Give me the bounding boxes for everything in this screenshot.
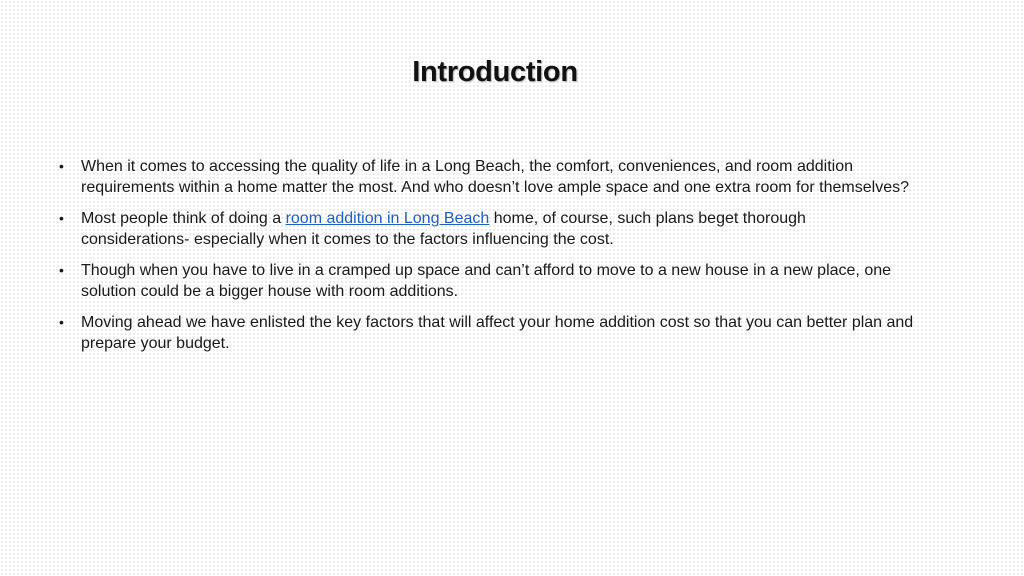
bullet-text: Moving ahead we have enlisted the key factors that will affect your home addition cost so that you can better plan and prepare your budget. [81, 314, 914, 352]
room-addition-link[interactable]: room addition in Long Beach [285, 210, 490, 227]
bullet-item-4 [57, 312, 917, 354]
slide-title: Introduction [412, 56, 578, 88]
bullet-dot: • [59, 262, 64, 278]
bullet-item-1 [57, 156, 917, 198]
bullet-item-3 [57, 260, 917, 302]
bullet-dot: • [59, 210, 64, 226]
bullet-text: Though when you have to live in a cramped up space and can’t afford to move to a new house in a new place, one solution could be a bigger house with room additions. [81, 262, 892, 300]
bullet-dot: • [59, 158, 64, 174]
bullet-text-after-link: home, of course, such plans beget thorough considerations- especially when it comes to the factors influencing the cost. [81, 210, 806, 248]
bullet-text-before-link: Most people think of doing a [81, 210, 286, 227]
bullet-text: When it comes to accessing the quality of life in a Long Beach, the comfort, conveniences, and room addition requirements within a home matter the most. And who doesn’t love ample space and one extra room for themselves? [81, 158, 909, 196]
bullet-item-2 [57, 208, 917, 250]
bullet-dot: • [59, 314, 64, 330]
bullet-list [57, 156, 917, 364]
